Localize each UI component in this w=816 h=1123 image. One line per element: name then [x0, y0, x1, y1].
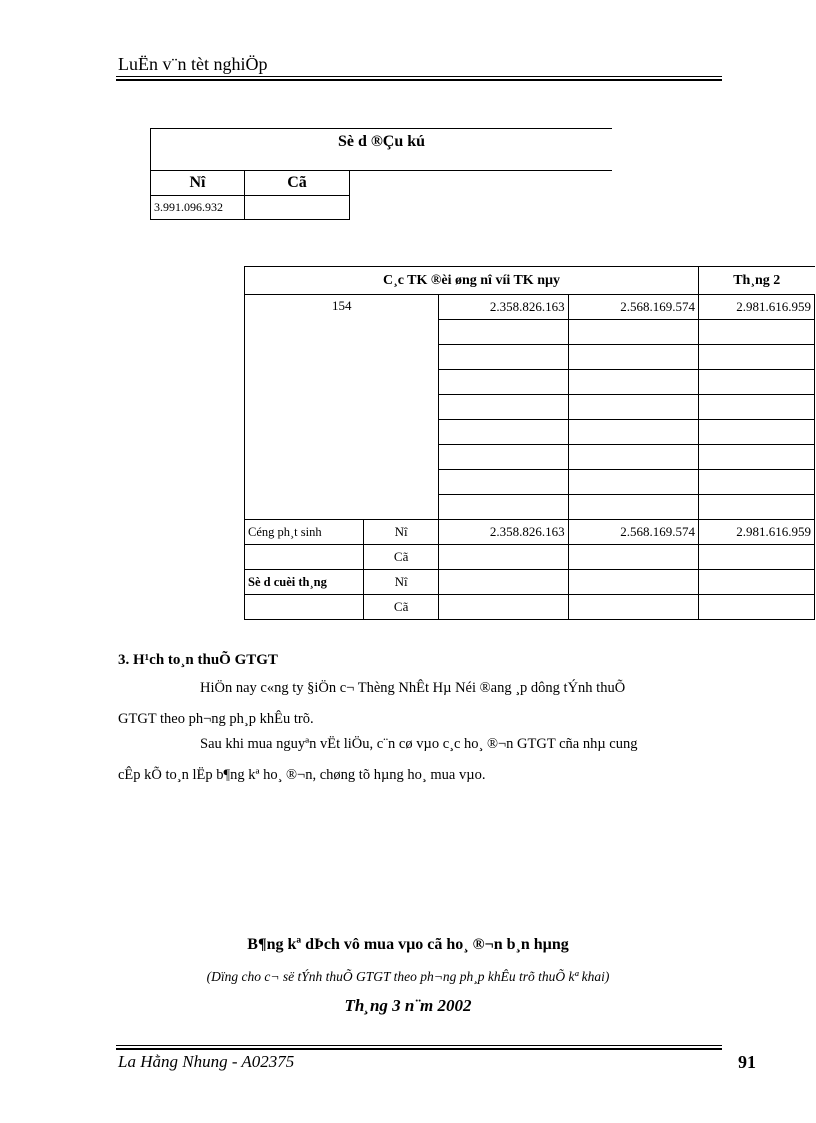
phat-sinh-value-1: 2.358.826.163 — [439, 520, 568, 545]
row1-value-3: 2.981.616.959 — [699, 295, 815, 320]
account-cell: 154 — [245, 295, 439, 520]
paragraph-2-line-2: cÊp kÕ to¸n lËp b¶ng kª ho¸ ®¬n, chøng tõ hµng ho¸ mua vµo. — [118, 767, 486, 783]
footer-rule — [116, 1045, 722, 1050]
month-header: Th¸ng 2 — [699, 267, 815, 295]
row1-value-2: 2.568.169.574 — [568, 295, 698, 320]
phat-sinh-value-2: 2.568.169.574 — [568, 520, 698, 545]
opening-balance-table — [150, 170, 350, 220]
header-rule — [116, 76, 722, 81]
row1-value-1: 2.358.826.163 — [439, 295, 568, 320]
cuoi-thang-co: Cã — [363, 595, 438, 620]
footer-author: La Hằng Nhung - A02375 — [118, 1052, 295, 1071]
cuoi-thang-label: Sè d cuèi th¸ng — [245, 570, 364, 595]
phat-sinh-value-3: 2.981.616.959 — [699, 520, 815, 545]
list-month: Th¸ng 3 n¨m 2002 — [344, 996, 472, 1015]
list-subtitle: (Dïng cho c¬ së tÝnh thuÕ GTGT theo ph¬ng ph¸p khÊu trõ thuÕ kª khai) — [206, 969, 610, 984]
ledger-table — [244, 266, 815, 620]
paragraph-1-line-1: HiÖn nay c«ng ty §iÖn c¬ Thèng NhÊt Hµ Néi ®ang ¸p dông tÝnh thuÕ — [200, 680, 626, 696]
opening-balance-title: Sè d ®Çu kú — [150, 128, 612, 171]
header-title: LuËn v¨n tèt nghiÖp — [118, 54, 268, 74]
phat-sinh-label: Céng ph¸t sinh — [245, 520, 364, 545]
cuoi-thang-no: Nî — [363, 570, 438, 595]
ledger-header: C¸c TK ®èi øng nî víi TK nµy — [245, 267, 699, 295]
co-value — [245, 196, 350, 220]
paragraph-1-line-2: GTGT theo ph¬ng ph¸p khÊu trõ. — [118, 711, 314, 727]
paragraph-2 — [118, 729, 728, 791]
col-no: Nî — [151, 171, 245, 196]
section-heading: 3. H¹ch to¸n thuÕ GTGT — [118, 652, 278, 668]
list-title: B¶ng kª dÞch vô mua vµo cã ho¸ ®¬n b¸n hµng — [247, 936, 569, 953]
paragraph-2-line-1: Sau khi mua nguyªn vËt liÖu, c¨n cø vµo c¸c ho¸ ®¬n GTGT cña nhµ cung — [200, 736, 638, 752]
page-number: 91 — [738, 1052, 756, 1072]
paragraph-1 — [118, 673, 728, 735]
phat-sinh-no: Nî — [363, 520, 438, 545]
col-co: Cã — [245, 171, 350, 196]
no-value: 3.991.096.932 — [151, 196, 245, 220]
phat-sinh-co: Cã — [363, 545, 438, 570]
